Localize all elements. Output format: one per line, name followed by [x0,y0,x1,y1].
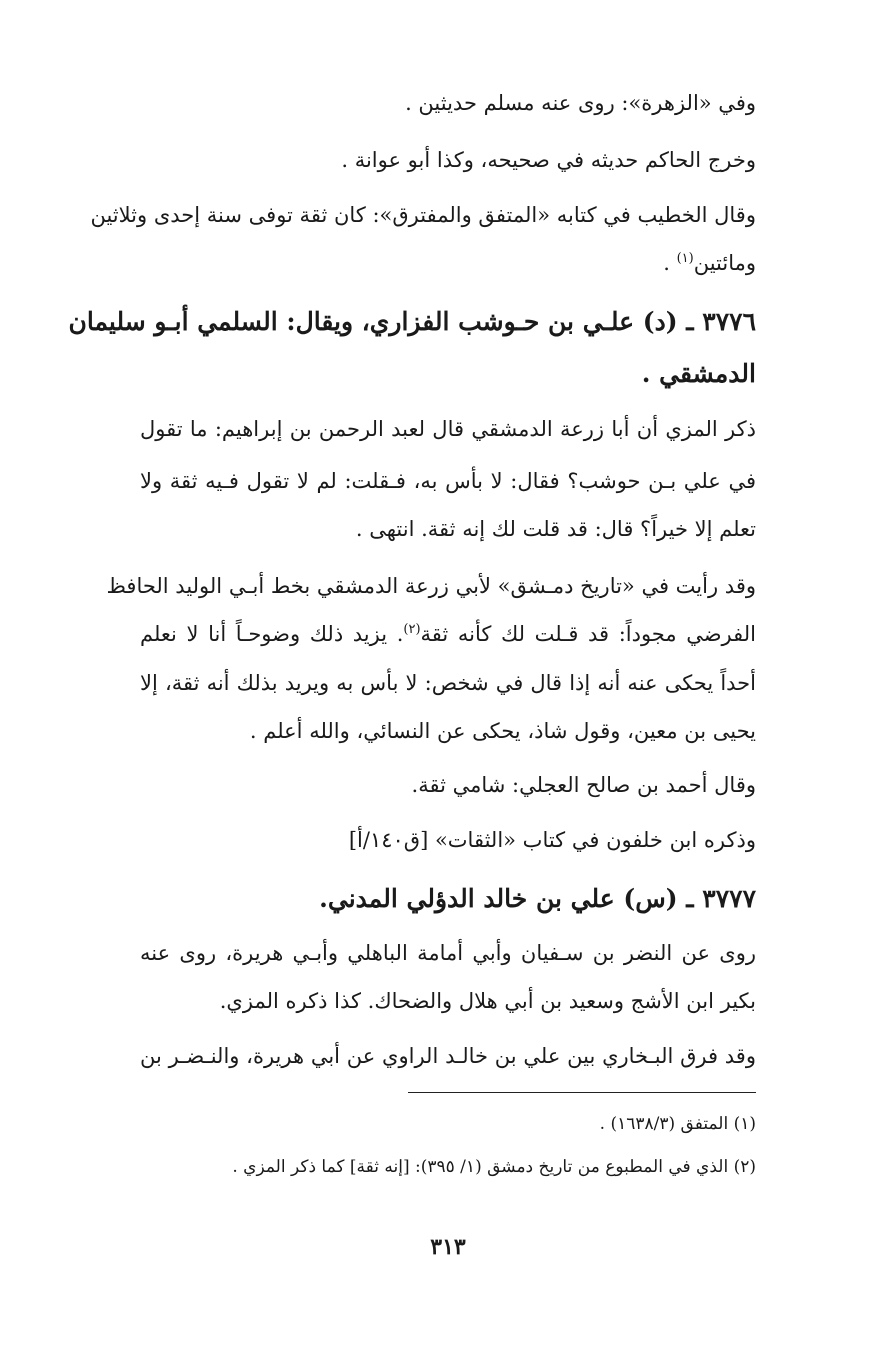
text-line: في علي بـن حوشب؟ فقال: لا بأس به، فـقلت: لم لا تقول فـيه ثقة ولا [140,469,756,493]
text-line: أحداً يحكى عنه أنه إذا قال في شخص: لا بأس به ويريد بذلك أنه ثقة، إلا [140,671,756,695]
text-fragment: . [663,251,670,275]
text-line: ذكر المزي أن أبا زرعة الدمشقي قال لعبد الرحمن بن إبراهيم: ما تقول [140,417,756,441]
entry-heading: ٣٧٧٧ ـ (س) علي بن خالد الدؤلي المدني. [319,884,756,913]
entry-heading: الدمشقي . [641,359,756,388]
text-line: وخرج الحاكم حديثه في صحيحه، وكذا أبو عوانة . [341,148,756,172]
footnote-reference: (١) [676,251,694,266]
text-line: وقد رأيت في «تاريخ دمـشق» لأبي زرعة الدمشقي بخط أبـي الوليد الحافظ [106,574,756,598]
text-line: تعلم إلا خيراً؟ قال: قد قلت لك إنه ثقة. انتهى . [355,517,756,541]
footnote-divider [408,1092,756,1093]
text-line: وقال أحمد بن صالح العجلي: شامي ثقة. [411,773,756,797]
page-number: ٣١٣ [430,1234,466,1260]
text-fragment: ومائتين [693,251,756,275]
text-line: وقال الخطيب في كتابه «المتفق والمفترق»: كان ثقة توفى سنة إحدى وثلاثين [90,203,756,227]
text-line: روى عن النضر بن سـفيان وأبي أمامة الباهلي وأبـي هريرة، روى عنه [140,941,756,965]
entry-heading: ٣٧٧٦ ـ (د) علـي بن حـوشب الفزاري، ويقال: السلمي أبـو سليمان [68,307,756,336]
text-line: وفي «الزهرة»: روى عنه مسلم حديثين . [405,91,756,115]
text-line [140,619,756,649]
text-line: يحيى بن معين، وقول شاذ، يحكى عن النسائي، والله أعلم . [249,719,756,743]
text-fragment: الفرضي مجوداً: قد قـلت لك كأنه ثقة [420,622,756,646]
text-line [663,248,756,278]
text-line: وذكره ابن خلفون في كتاب «الثقات» [ق١٤٠/أ] [348,828,756,852]
text-line: وقد فرق البـخاري بين علي بن خالـد الراوي عن أبي هريرة، والنـضـر بن [140,1044,756,1068]
footnote: (١) المتفق (١٦٣٨/٣) . [599,1114,756,1134]
footnote-reference: (٢) [403,622,421,637]
footnote: (٢) الذي في المطبوع من تاريخ دمشق (١/ ٣٩٥): [إنه ثقة] كما ذكر المزي . [232,1157,756,1177]
text-line: بكير ابن الأشج وسعيد بن أبي هلال والضحاك. كذا ذكره المزي. [219,989,756,1013]
text-fragment: . يزيد ذلك وضوحـاً أنا لا نعلم [140,622,404,646]
